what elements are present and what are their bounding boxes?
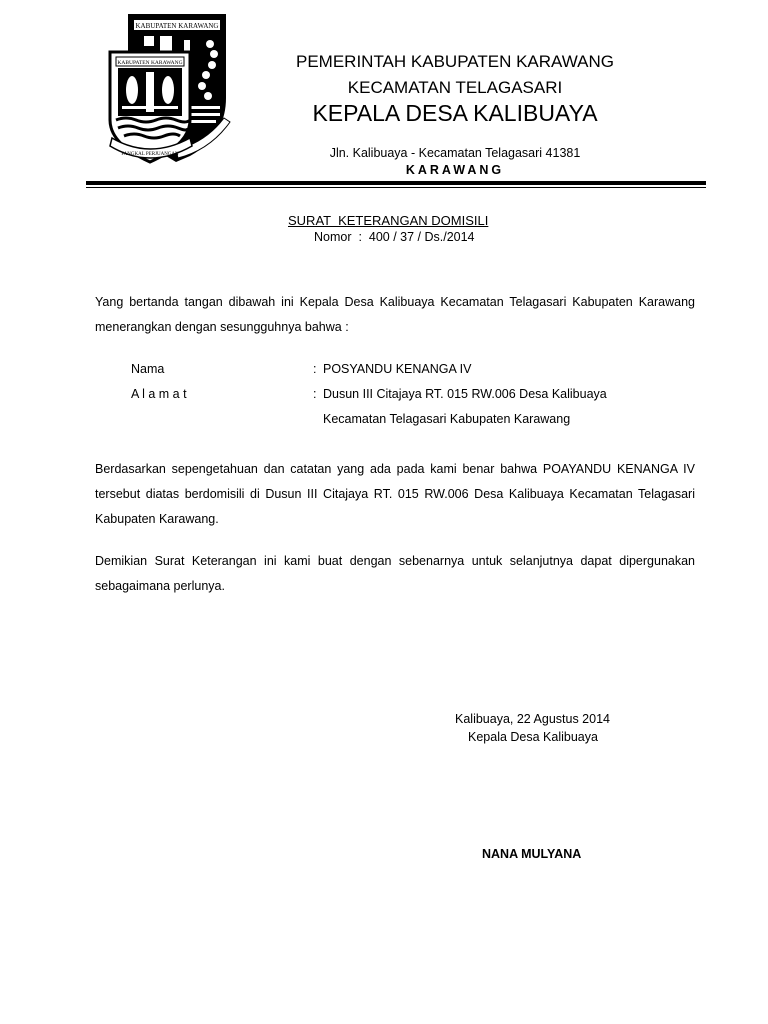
letterhead-city: KARAWANG — [405, 163, 505, 177]
field-value-address: Dusun III Citajaya RT. 015 RW.006 Desa Kalibuaya — [323, 387, 607, 401]
field-colon-address: : — [313, 387, 317, 401]
statement-paragraph: Berdasarkan sepengetahuan dan catatan yang ada pada kami benar bahwa POAYANDU KENANGA IV tersebut diatas berdomisili di Dusun III Citajaya RT. 015 RW.006 Desa Kalibuaya Kecamatan Telagasari Kabupaten Karawang. — [95, 462, 695, 526]
closing-paragraph: Demikian Surat Keterangan ini kami buat dengan sebenarnya untuk selanjutnya dapat dipergunakan sebagaimana perlunya. — [95, 554, 695, 593]
kabupaten-karawang-logo — [106, 10, 234, 168]
field-value-address-line2: Kecamatan Telagasari Kabupaten Karawang — [323, 412, 571, 426]
letterhead-government: PEMERINTAH KABUPATEN KARAWANG — [295, 52, 614, 71]
letterhead-district: KECAMATAN TELAGASARI — [347, 78, 563, 97]
letterhead-office: KEPALA DESA KALIBUAYA — [312, 100, 598, 126]
letterhead-divider-thin — [86, 187, 706, 188]
logo-banner-top: KABUPATEN KARAWANG — [135, 22, 219, 30]
intro-paragraph: Yang bertanda tangan dibawah ini Kepala Desa Kalibuaya Kecamatan Telagasari Kabupaten Karawang menerangkan dengan sesungguhnya bahwa : — [95, 295, 695, 334]
signature-name: NANA MULYANA — [482, 847, 582, 861]
letterhead-divider-thick — [86, 181, 706, 185]
logo-front-banner: KABUPATEN KARAWANG — [117, 60, 183, 66]
logo-banner-bottom: PANGKAL PERJUANGAN — [121, 152, 179, 157]
field-label-address: A l a m a t — [131, 387, 187, 401]
signature-place-date: Kalibuaya, 22 Agustus 2014 — [455, 712, 610, 726]
signature-position: Kepala Desa Kalibuaya — [468, 730, 598, 744]
letterhead-address: Jln. Kalibuaya - Kecamatan Telagasari 41381 — [329, 146, 581, 160]
document-title: SURAT KETERANGAN DOMISILI — [288, 213, 489, 228]
field-label-name: Nama — [131, 362, 165, 376]
document-number: Nomor : 400 / 37 / Ds./2014 — [314, 230, 475, 244]
field-colon-name: : — [313, 362, 317, 376]
field-value-name: POSYANDU KENANGA IV — [323, 362, 472, 376]
